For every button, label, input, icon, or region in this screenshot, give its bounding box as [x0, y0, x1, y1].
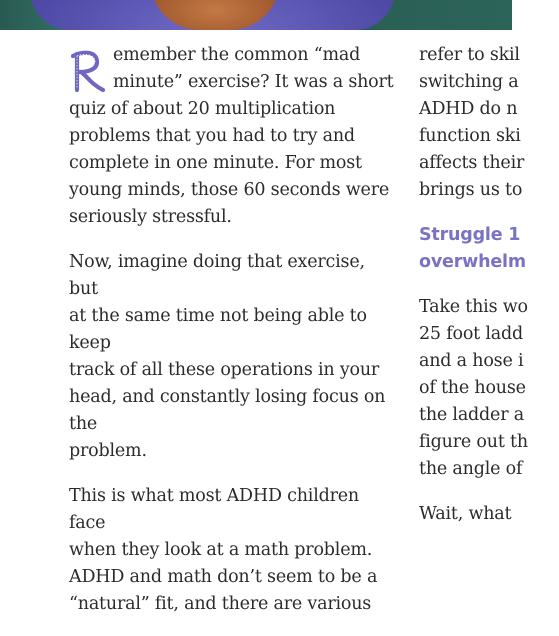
text-line: problem. [69, 441, 147, 461]
text-line: the angle of [419, 459, 523, 479]
text-line: Wait, what [419, 504, 512, 524]
dropcap-letter [69, 48, 107, 94]
text-line: function ski [419, 126, 521, 146]
text-line: Take this wo [419, 297, 528, 317]
text-line: figure out th [419, 432, 528, 452]
text-line: switching a [419, 72, 519, 92]
text-line: when they look at a math problem. [69, 540, 373, 560]
text-line: 25 foot ladd [419, 324, 524, 344]
text-line: and a hose i [419, 351, 524, 371]
text-line: refer to skil [419, 45, 520, 65]
paragraph-imagine [69, 249, 399, 465]
text-line: “natural” fit, and there are various [69, 594, 372, 614]
text-line: problems that you had to try and [69, 126, 355, 146]
paragraph-wait [419, 501, 559, 528]
text-line: young minds, those 60 seconds were [69, 180, 390, 200]
text-line: affects their [419, 153, 525, 173]
text-line: This is what most ADHD children face [69, 486, 359, 533]
section-heading [419, 222, 559, 276]
text-line: complete in one minute. For most [69, 153, 362, 173]
text-line: emember the common “mad [113, 45, 361, 65]
article-right-column [419, 42, 559, 546]
text-line: the ladder a [419, 405, 524, 425]
paragraph-adhd [69, 483, 399, 618]
paragraph-intro [69, 42, 399, 231]
text-line: quiz of about 20 multiplication [69, 99, 336, 119]
text-line: minute” exercise? It was a short [113, 72, 394, 92]
paragraph-ladder [419, 294, 559, 483]
text-line: at the same time not being able to keep [69, 306, 367, 353]
text-line: ADHD and math don’t seem to be a [69, 567, 378, 587]
text-line: seriously stressful. [69, 207, 232, 227]
text-line: brings us to [419, 180, 523, 200]
text-line: Now, imagine doing that exercise, but [69, 252, 365, 299]
article-left-column [69, 42, 399, 636]
text-line: of the house [419, 378, 526, 398]
paragraph-skills [419, 42, 559, 204]
text-line: ADHD do n [419, 99, 518, 119]
heading-line: overwhelm [419, 252, 526, 272]
hero-image [0, 0, 512, 30]
text-line: track of all these operations in your [69, 360, 380, 380]
text-line: head, and constantly losing focus on the [69, 387, 386, 434]
heading-line: Struggle 1 [419, 225, 521, 245]
